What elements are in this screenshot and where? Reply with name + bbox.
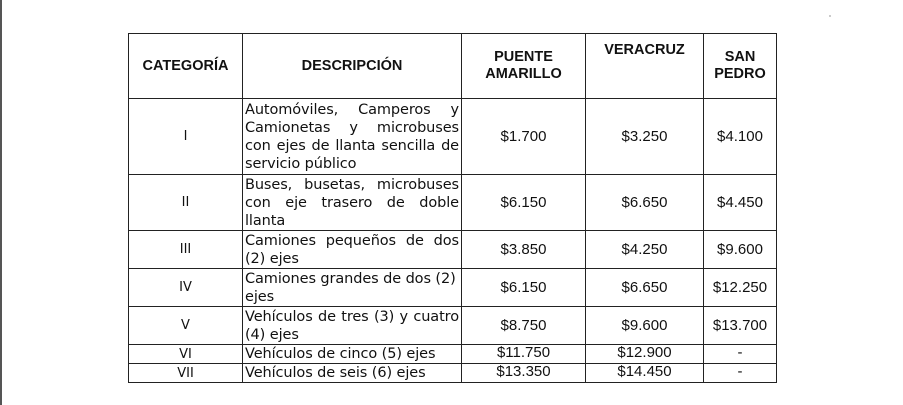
- row-categoria: III: [129, 231, 243, 269]
- table-row: [129, 175, 777, 231]
- scan-speck: [829, 15, 831, 17]
- row-categoria: VI: [129, 345, 243, 364]
- row-categoria: II: [129, 175, 243, 231]
- row-descripcion: Camiones grandes de dos (2) ejes: [243, 269, 462, 307]
- header-veracruz: VERACRUZ: [586, 34, 704, 99]
- row-price-puente-amarillo: $13.350: [462, 364, 586, 383]
- row-price-veracruz: $6.650: [586, 269, 704, 307]
- table-row: [129, 307, 777, 345]
- header-categoria: CATEGORÍA: [129, 34, 243, 99]
- row-descripcion: Buses, busetas, microbuses con eje trasero de doble llanta: [243, 175, 462, 231]
- header-puente-amarillo: PUENTE AMARILLO: [462, 34, 586, 99]
- row-price-veracruz: $3.250: [586, 99, 704, 175]
- row-price-san-pedro: $9.600: [704, 231, 777, 269]
- row-price-puente-amarillo: $3.850: [462, 231, 586, 269]
- row-price-puente-amarillo: $8.750: [462, 307, 586, 345]
- row-price-puente-amarillo: $6.150: [462, 175, 586, 231]
- table-row: [129, 364, 777, 383]
- row-price-san-pedro: $4.450: [704, 175, 777, 231]
- row-price-san-pedro: $4.100: [704, 99, 777, 175]
- row-descripcion: Vehículos de cinco (5) ejes: [243, 345, 462, 364]
- row-price-puente-amarillo: $11.750: [462, 345, 586, 364]
- page-edge-rule: [0, 0, 2, 405]
- row-price-san-pedro: -: [704, 364, 777, 383]
- row-categoria: IV: [129, 269, 243, 307]
- table-row: [129, 345, 777, 364]
- row-categoria: V: [129, 307, 243, 345]
- row-price-puente-amarillo: $1.700: [462, 99, 586, 175]
- row-price-veracruz: $12.900: [586, 345, 704, 364]
- header-san-pedro: SAN PEDRO: [704, 34, 777, 99]
- row-price-veracruz: $9.600: [586, 307, 704, 345]
- row-categoria: VII: [129, 364, 243, 383]
- row-price-puente-amarillo: $6.150: [462, 269, 586, 307]
- table-header-row: [129, 34, 777, 99]
- row-descripcion: Vehículos de seis (6) ejes: [243, 364, 462, 383]
- row-price-veracruz: $4.250: [586, 231, 704, 269]
- table-row: [129, 99, 777, 175]
- row-categoria: I: [129, 99, 243, 175]
- row-price-san-pedro: $13.700: [704, 307, 777, 345]
- table-row: [129, 269, 777, 307]
- row-descripcion: Vehículos de tres (3) y cuatro (4) ejes: [243, 307, 462, 345]
- header-descripcion: DESCRIPCIÓN: [243, 34, 462, 99]
- table-row: [129, 231, 777, 269]
- row-descripcion: Camiones pequeños de dos (2) ejes: [243, 231, 462, 269]
- row-price-san-pedro: -: [704, 345, 777, 364]
- row-price-veracruz: $14.450: [586, 364, 704, 383]
- toll-rates-table: [128, 33, 777, 383]
- row-price-san-pedro: $12.250: [704, 269, 777, 307]
- row-descripcion: Automóviles, Camperos y Camionetas y microbuses con ejes de llanta sencilla de servicio público: [243, 99, 462, 175]
- row-price-veracruz: $6.650: [586, 175, 704, 231]
